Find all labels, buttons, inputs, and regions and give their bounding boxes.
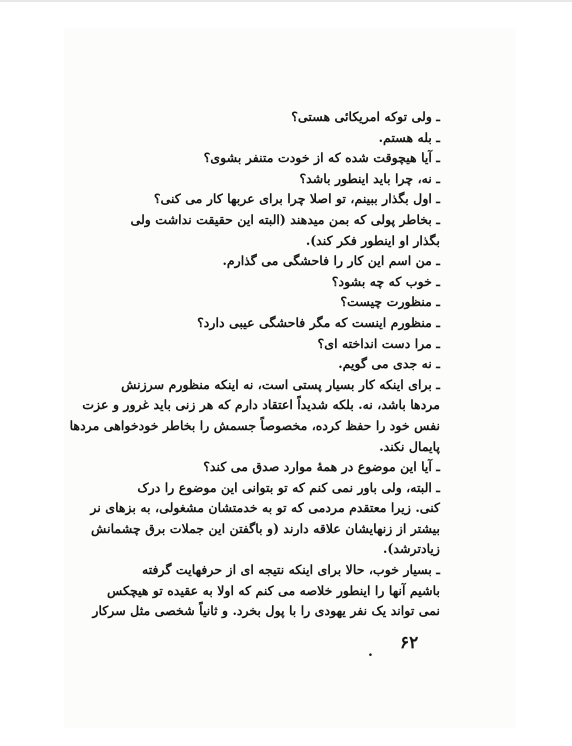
text-line: ـ البته، ولی باور نمی کنم که تو بتوانی این موضوع را درک: [137, 479, 440, 495]
page-number: ۶۲: [400, 633, 419, 653]
text-line: نمی تواند یک نفر یهودی را با پول بخرد. و ثانیاً شخصی مثل سرکار: [92, 603, 440, 619]
text-line: ـ خوب که چه بشود؟: [331, 273, 440, 289]
text-line: ـ بخاطر پولی که بمن میدهند (البته این حقیقت نداشت ولی: [130, 211, 440, 227]
text-line: ـ اول بگذار ببینم، تو اصلا چرا برای عربها کار می کنی؟: [153, 191, 440, 207]
text-line: نفس خود را حفظ کرده، مخصوصاً جسمش را بخاطر خودخواهی مردها: [69, 417, 440, 433]
text-line: ـ برای اینکه کار بسیار پستی است، نه اینکه منظورم سرزنش: [121, 376, 440, 392]
top-edge: [0, 0, 572, 2]
page-dot: .: [368, 644, 373, 660]
text-line: بگذار او اینطور فکر کند).: [305, 232, 440, 248]
text-line: کنی. زیرا معتقدم مردمی که تو به خدمتشان مشغولی، به بزهای نر: [90, 500, 440, 516]
text-line: مردها باشد، نه. بلکه شدیداً اعتقاد دارم که هر زنی باید غرور و عزت: [82, 397, 440, 413]
text-line: زیادترشد).: [383, 541, 440, 557]
text-line: ـ من اسم این کار را فاحشگی می گذارم.: [222, 253, 440, 269]
text-line: ـ بله هستم.: [378, 129, 440, 145]
body-text: [69, 107, 440, 622]
text-line: ـ منظورت چیست؟: [340, 294, 440, 310]
text-line: ـ منظورم اینست که مگر فاحشگی عیبی دارد؟: [197, 314, 440, 330]
text-line: پایمال نکند.: [379, 438, 440, 454]
text-line: ـ نه جدی می گویم.: [338, 356, 440, 372]
text-line: ـ نه، چرا باید اینطور باشد؟: [299, 170, 440, 186]
text-line: باشیم آنها را اینطور خلاصه می کنم که اولا به عقیده تو هیچکس: [106, 582, 440, 598]
text-line: ـ مرا دست انداخته ای؟: [317, 335, 440, 351]
text-line: ـ آیا هیچوقت شده که از خودت متنفر بشوی؟: [203, 150, 440, 166]
text-line: ـ آیا این موضوع در همهٔ موارد صدق می کند؟: [203, 459, 440, 475]
text-line: ـ ولی توکه امریکائی هستی؟: [291, 109, 440, 124]
text-line: بیشتر از زنهایشان علاقه دارند (و باگفتن این جملات برق چشمانش: [91, 520, 440, 536]
text-line: ـ بسیار خوب، حالا برای اینکه نتیجه ای از حرفهایت گرفته: [141, 562, 440, 578]
